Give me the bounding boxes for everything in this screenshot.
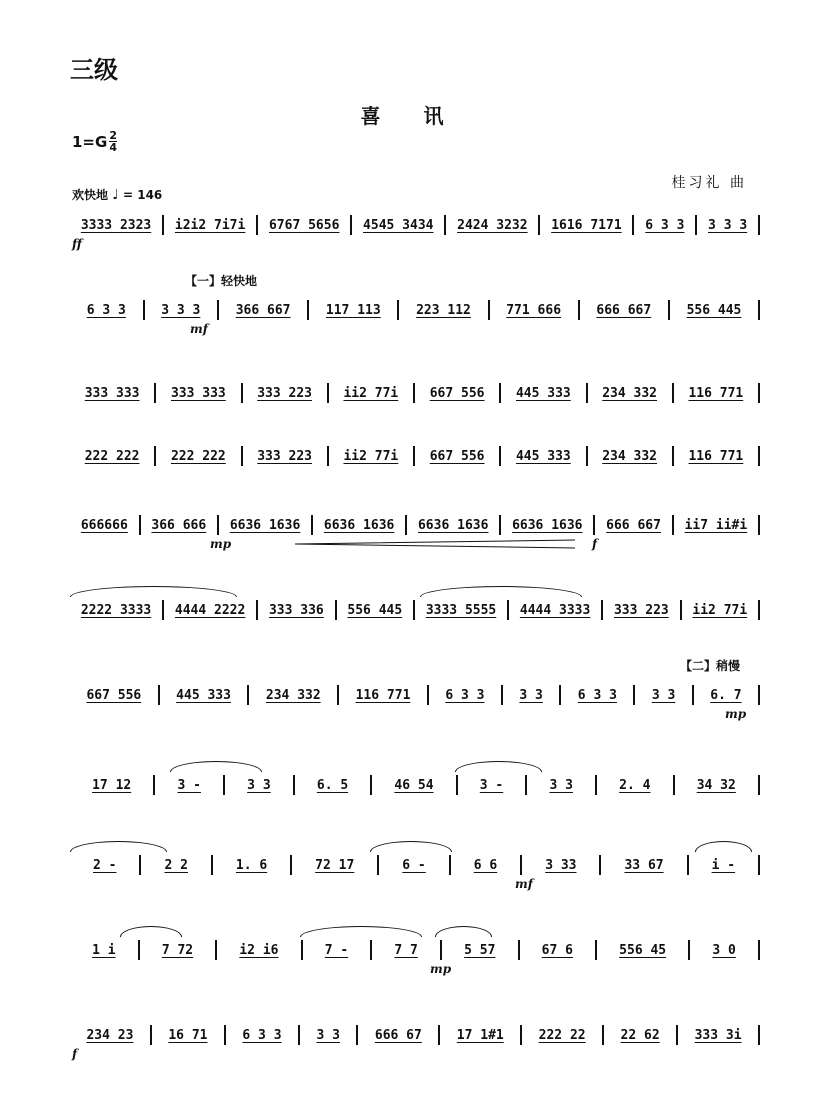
barline — [758, 940, 760, 960]
measure: 333 333 — [170, 385, 226, 401]
slur-mark — [695, 841, 752, 852]
measure: 22 62 — [620, 1027, 660, 1043]
measure: 2 2 — [164, 857, 188, 873]
measure-row — [70, 1015, 760, 1055]
section-label: 【二】稍慢 — [680, 659, 741, 673]
barline — [758, 383, 760, 403]
measure: ii2 77i — [343, 385, 399, 401]
barline — [758, 215, 760, 235]
score-line — [70, 659, 760, 745]
tempo-value: = 146 — [123, 188, 163, 202]
measure: 666 67 — [374, 1027, 422, 1043]
crescendo-hairpin — [295, 539, 575, 549]
measure: 222 222 — [170, 448, 226, 464]
barline — [758, 685, 760, 705]
measure: 667 556 — [429, 448, 485, 464]
measure: 6 6 — [473, 857, 498, 873]
measure: 3 - — [479, 777, 504, 793]
barline — [758, 515, 760, 535]
measure: 333 223 — [613, 602, 669, 618]
measure: 6 - — [402, 857, 426, 873]
slur-mark — [455, 761, 542, 772]
measure: 556 445 — [347, 602, 403, 618]
measure: 666 667 — [606, 517, 661, 533]
barline — [758, 600, 760, 620]
dynamics-marking: ff — [72, 237, 82, 251]
measure: 366 667 — [235, 302, 291, 318]
measure: 6 3 3 — [577, 687, 617, 703]
measure: 445 333 — [515, 448, 571, 464]
measure: 6. 5 — [316, 777, 349, 793]
measure: 2424 3232 — [457, 217, 528, 233]
grade-level: 三级 — [70, 56, 118, 84]
measure: 3 3 — [519, 687, 543, 703]
measure: 234 332 — [602, 448, 658, 464]
barline — [758, 855, 760, 875]
key-signature — [72, 130, 117, 153]
measure: 2 - — [92, 857, 117, 873]
measure: 6636 1636 — [512, 517, 583, 533]
measure: 1. 6 — [235, 857, 268, 873]
slur-mark — [435, 926, 492, 937]
measure: 34 32 — [696, 777, 736, 793]
measure-row — [70, 205, 760, 245]
measure: 6. 7 — [710, 687, 742, 703]
measure: 6 3 3 — [242, 1027, 282, 1043]
score-line — [70, 590, 760, 660]
measure: 234 332 — [602, 385, 658, 401]
measure: 3 3 — [247, 777, 271, 793]
measure: 556 445 — [686, 302, 742, 318]
score-line — [70, 845, 760, 915]
score-line — [70, 765, 760, 835]
measure: 234 23 — [86, 1027, 134, 1043]
measure: 2. 4 — [619, 777, 651, 793]
meter-top: 2 — [109, 129, 117, 142]
score-line — [70, 205, 760, 275]
measure: 4545 3434 — [363, 217, 434, 233]
measure: 7 72 — [161, 942, 194, 958]
measure: 445 333 — [515, 385, 571, 401]
measure: ii7 ii#i — [684, 517, 748, 533]
measure: 3 0 — [712, 942, 736, 958]
measure: 366 666 — [151, 517, 207, 533]
measure: 333 223 — [257, 448, 313, 464]
measure: 771 666 — [506, 302, 562, 318]
measure: 67 6 — [541, 942, 573, 958]
barline — [758, 446, 760, 466]
measure: 16 71 — [168, 1027, 208, 1043]
slur-mark — [70, 586, 237, 597]
dynamics-marking: mf — [190, 322, 208, 336]
measure: 3 3 3 — [708, 217, 748, 233]
key-text: 1=G — [72, 132, 108, 151]
time-signature — [109, 130, 117, 153]
dynamics-marking: mp — [430, 962, 452, 976]
measure-row — [70, 290, 760, 330]
measure: 333 3i — [694, 1027, 742, 1043]
measure: 17 12 — [92, 777, 132, 793]
score-line — [70, 1015, 760, 1085]
measure: 3 3 — [651, 687, 676, 703]
score-line — [70, 505, 760, 575]
measure: 4444 2222 — [174, 602, 246, 618]
dynamics-marking: f — [592, 537, 598, 551]
slur-mark — [70, 841, 167, 852]
measure: 3 3 3 — [161, 302, 201, 318]
measure: 2222 3333 — [80, 602, 152, 618]
measure: i - — [711, 857, 736, 873]
measure: 17 1#1 — [456, 1027, 504, 1043]
dynamics-marking: f — [72, 1047, 78, 1061]
measure: 333 223 — [257, 385, 313, 401]
measure: i2 i6 — [239, 942, 279, 958]
meter-bottom: 4 — [109, 141, 117, 154]
measure: 1 i — [92, 942, 116, 958]
slur-mark — [370, 841, 452, 852]
slur-mark — [120, 926, 182, 937]
score-line — [70, 373, 760, 443]
measure: i2i2 7i7i — [174, 217, 246, 233]
measure: 1616 7171 — [551, 217, 622, 233]
measure: 666666 — [80, 517, 128, 533]
measure: 234 332 — [265, 687, 321, 703]
measure: 117 113 — [325, 302, 381, 318]
slur-mark — [420, 586, 582, 597]
measure: 556 45 — [619, 942, 667, 958]
measure: 6 3 3 — [445, 687, 485, 703]
measure: ii2 77i — [343, 448, 399, 464]
tempo-marking — [72, 186, 162, 203]
barline — [758, 1025, 760, 1045]
measure: 3 - — [177, 777, 201, 793]
measure: 222 222 — [84, 448, 140, 464]
measure: 46 54 — [394, 777, 434, 793]
measure: 6636 1636 — [323, 517, 395, 533]
measure: 6 3 3 — [645, 217, 685, 233]
composer-credit: 桂习礼 曲 — [671, 175, 747, 191]
tempo-text: 欢快地 — [72, 188, 109, 202]
measure: 33 67 — [624, 857, 664, 873]
measure: 3333 2323 — [80, 217, 152, 233]
measure: 7 - — [324, 942, 349, 958]
quarter-note-icon: ♩ — [112, 187, 119, 203]
measure: 116 771 — [355, 687, 411, 703]
barline — [758, 775, 760, 795]
measure: 666 667 — [596, 302, 652, 318]
song-title: 喜 讯 — [360, 104, 462, 128]
measure: 223 112 — [416, 302, 471, 318]
measure: 7 7 — [394, 942, 418, 958]
measure: 72 17 — [315, 857, 355, 873]
dynamics-marking: mp — [210, 537, 232, 551]
measure: 6636 1636 — [229, 517, 301, 533]
measure: 3333 5555 — [425, 602, 497, 618]
measure: 3 3 — [549, 777, 573, 793]
measure-row — [70, 373, 760, 413]
measure: 3 33 — [545, 857, 577, 873]
measure: 116 771 — [688, 448, 744, 464]
measure: 6 3 3 — [86, 302, 126, 318]
dynamics-marking: mf — [515, 877, 533, 891]
score-line — [70, 436, 760, 506]
dynamics-marking: mp — [725, 707, 747, 721]
measure: 445 333 — [176, 687, 231, 703]
section-label: 【一】轻快地 — [185, 274, 258, 288]
measure: 5 57 — [464, 942, 496, 958]
measure: 116 771 — [688, 385, 744, 401]
measure: 222 22 — [538, 1027, 586, 1043]
measure-row — [70, 436, 760, 476]
measure: 6636 1636 — [417, 517, 489, 533]
score-line — [70, 274, 760, 360]
barline — [758, 300, 760, 320]
measure: 333 336 — [268, 602, 324, 618]
measure: 3 3 — [316, 1027, 340, 1043]
measure-row — [70, 675, 760, 715]
score-line — [70, 930, 760, 1000]
measure: 6767 5656 — [268, 217, 340, 233]
slur-mark — [170, 761, 262, 772]
measure: ii2 77i — [692, 602, 748, 618]
measure: 667 556 — [429, 385, 485, 401]
measure: 4444 3333 — [519, 602, 591, 618]
measure: 333 333 — [84, 385, 140, 401]
slur-mark — [300, 926, 422, 937]
measure: 667 556 — [86, 687, 142, 703]
